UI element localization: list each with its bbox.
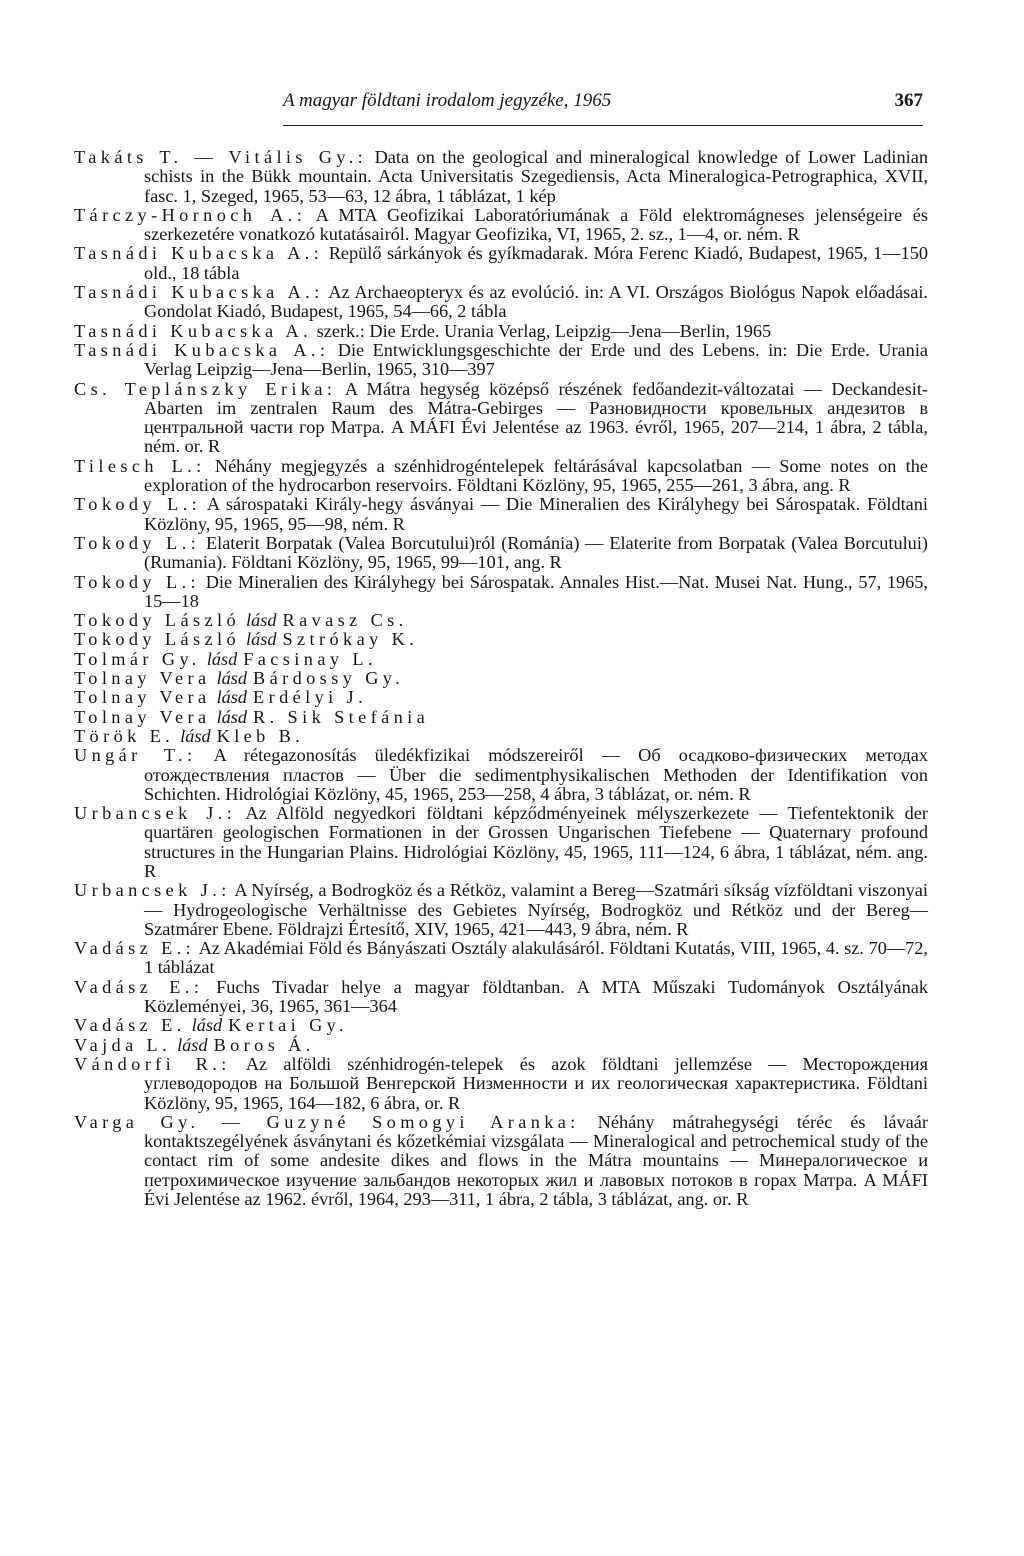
bibliography-entry [74,650,928,669]
bibliography-entry [74,630,928,649]
entry-text: A sárospataki Király-hegy ásványai — Die Mineralien des Királyhegy bei Sárospatak. Földtani Közlöny, 95, 1965, 95—98, ném. R [144,494,928,534]
page-number: 367 [894,90,923,111]
entry-see-also: lásd [246,610,277,631]
entry-reference: Kleb B. [216,725,305,746]
entry-see-also: lásd [246,629,277,650]
bibliography-entry [74,206,928,245]
entry-author: Tolnay Vera [74,706,211,727]
entry-see-also: lásd [206,648,238,669]
bibliography-entry [74,978,928,1017]
entry-see-also: lásd [191,1015,223,1036]
bibliography-entry [74,322,928,341]
entry-text: A Nyírség, a Bodrogköz és a Rétköz, valamint a Bereg—Szatmári síkság vízföldtani viszonyai — Hydrogeologische Verhältnisse des Gebietes Nyírség, Bodrogköz und Rétköz und der Bereg—Szatmárer Ebene. Földrajzi Értesítő, XIV, 1965, 421—443, 9 ábra, ném. R [144,880,928,939]
header-rule [283,125,923,126]
entry-author: Tolmár Gy. [74,648,201,669]
entry-author: Urbancsek J.: [74,803,237,824]
bibliography-entry [74,1036,928,1055]
entry-text: Elaterit Borpatak (Valea Borcutului)ról (Románia) — Elaterite from Borpatak (Valea Borcutului) (Rumania). Földtani Közlöny, 95, 1965, 99—101, ang. R [144,532,928,573]
bibliography-entry [74,688,928,707]
entry-text: szerk.: Die Erde. Urania Verlag, Leipzig—Jena—Berlin, 1965 [312,320,772,341]
bibliography-entry [74,939,928,978]
bibliography-entry [74,727,928,746]
bibliography-entry [74,244,928,283]
bibliography-entry [74,380,928,457]
entry-author: Tasnádi Kubacska A.: [74,243,324,264]
entry-text: A Mátra hegység középső részének fedőandezit-változatai — Deckandesit-Abarten im zentralen Raum des Mátra-Gebirges — Разновидности кровельных андезитов в центральной части гор Матра. A MÁFI Évi Jelentése az 1963. évről, 1965, 207—214, 1 ábra, 2 tábla, ném. or. R [144,378,928,457]
entry-author: Tilesch L.: [74,455,206,476]
bibliography-entry [74,881,928,939]
entry-text: Néhány megjegyzés a szénhidrogéntelepek feltárásával kapcsolatban — Some notes on the exploration of the hydrocarbon reservoirs. Földtani Közlöny, 95, 1965, 255—261, 3 ábra, ang. R [144,455,928,496]
bibliography-list [74,148,928,1209]
entry-author: Cs. Teplánszky Erika: [74,378,337,399]
entry-text: Néhány mátrahegységi téréс és lávaár kontaktszegélyének ásványtani és kőzetkémiai vizsgálata — Mineralogical and petrochemical study of the contact rim of some andesite dikes and flows in the Mátra mountains — Минералогическое и петрохимическое изучение зальбандов некоторых жил и лавовых потоков в горах Матра. A MÁFI Évi Jelentése az 1962. évről, 1964, 293—311, 1 ábra, 2 tábla, 3 táblázat, ang. or. R [144,1111,928,1210]
bibliography-entry [74,669,928,688]
entry-author: Tokody L.: [74,494,202,515]
entry-author: Vajda L. [74,1034,172,1055]
entry-text: Az Akadémiai Föld és Bányászati Osztály alakulásáról. Földtani Kutatás, VIII, 1965, 4. sz. 70—72, 1 táblázat [144,938,928,978]
entry-reference: Boros Á. [213,1034,315,1055]
entry-text: Die Mineralien des Királyhegy bei Sárospatak. Annales Hist.—Nat. Musei Nat. Hung., 57, 1965, 15—18 [144,571,928,611]
bibliography-entry [74,1113,928,1209]
entry-reference: Facsinay L. [243,648,377,669]
entry-text: Die Entwicklungsgeschichte der Erde und des Lebens. in: Die Erde. Urania Verlag Leipzig—Jena—Berlin, 1965, 310—397 [144,339,929,380]
entry-author: Tasnádi Kubacska A.: [74,282,324,303]
entry-see-also: lásd [177,1034,208,1055]
entry-text: Fuchs Tivadar helye a magyar földtanban. A MTA Műszaki Tudományok Osztályának Közleményei, 36, 1965, 361—364 [144,976,928,1017]
entry-reference: Ravasz Cs. [282,610,408,631]
entry-author: Tárczy-Hornoch A.: [74,204,307,225]
entry-see-also: lásd [216,706,248,727]
entry-author: Tasnádi Kubacska A.: [74,339,330,360]
entry-reference: Erdélyi J. [253,687,368,708]
entry-reference: Kertai Gy. [228,1015,348,1036]
entry-author: Tokody L.: [74,571,201,592]
bibliography-entry [74,573,928,612]
entry-author: Vadász E. [74,1015,186,1036]
entry-author: Tokody L.: [74,532,201,553]
entry-author: Urbancsek J.: [74,880,231,901]
entry-text: Data on the geological and mineralogical knowledge of Lower Ladinian schists in the Bükk mountain. Acta Universitatis Szegediensis, Acta Mineralogica-Petrographica, XVII, fasc. 1, Szeged, 1965, 53—63, 12 ábra, 1 táblázat, 1 kép [144,147,928,206]
entry-author: Varga Gy. — Guzyné Somogyi Aranka: [74,1111,580,1132]
bibliography-entry [74,457,928,496]
entry-text: A MTA Geofizikai Laboratóriumának a Föld elektromágneses jelenségeire és szerkezetére vonatkozó kutatásairól. Magyar Geofizika, VI, 1965, 2. sz., 1—4, or. ném. R [144,204,928,245]
entry-text: Repülő sárkányok és gyíkmadarak. Móra Ferenc Kiadó, Budapest, 1965, 1—150 old., 18 tábla [144,243,929,283]
bibliography-entry [74,283,928,322]
entry-text: Az alföldi szénhidrogén-telepek és azok földtani jellemzése — Месторождения углеводородов на Большой Венгерской Низменности и их геологическая характеристика. Földtani Közlöny, 95, 1965, 164—182, 6 ábra, or. R [144,1053,928,1113]
entry-reference: Sztrókay K. [282,629,419,650]
entry-author: Tolnay Vera [74,668,211,689]
entry-author: Vadász E.: [74,938,196,959]
running-header [283,90,923,120]
entry-author: Tasnádi Kubacska A. [74,320,313,341]
entry-reference: Bárdossy Gy. [253,668,405,689]
entry-author: Tokody László [74,610,240,631]
entry-see-also: lásd [180,725,211,746]
bibliography-entry [74,1055,928,1113]
entry-author: Tokody László [74,629,240,650]
entry-text: A rétegazonosítás üledékfizikai módszereiről — Об осадково-физических методах отождествления пластов — Über die sedimentphysikalischen Methoden der Identifikation von Schichten. Hidrológiai Közlöny, 45, 1965, 253—258, 4 ábra, 3 táblázat, or. ném. R [144,745,928,804]
entry-author: Török E. [74,725,175,746]
entry-author: Tolnay Vera [74,687,211,708]
entry-see-also: lásd [216,687,248,708]
entry-text: Az Alföld negyedkori földtani képződményeinek mélyszerkezete — Tiefentektonik der quartären geologischen Formationen in der Grossen Ungarischen Tiefebene — Quaternary profound structures in the Hungarian Plains. Hidrológiai Közlöny, 45, 1965, 111—124, 6 ábra, 1 táblázat, ném. ang. R [144,803,928,881]
entry-author: Takáts T. — Vitális Gy.: [74,147,368,167]
bibliography-entry [74,611,928,630]
entry-text: Az Archaeopteryx és az evolúció. in: A VI. Országos Biológus Napok előadásai. Gondolat Kiadó, Budapest, 1965, 54—66, 2 tábla [144,282,929,322]
entry-author: Vadász E.: [74,976,204,997]
bibliography-entry [74,804,928,881]
bibliography-entry [74,341,928,380]
bibliography-entry [74,708,928,727]
entry-author: Ungár T.: [74,745,197,766]
bibliography-entry [74,1016,928,1035]
entry-reference: R. Sik Stefánia [253,706,430,727]
bibliography-entry [74,534,928,573]
entry-author: Vándorfi R.: [74,1053,231,1074]
running-title: A magyar földtani irodalom jegyzéke, 1965 [283,90,612,111]
bibliography-entry [74,746,928,804]
entry-see-also: lásd [216,668,248,689]
bibliography-entry [74,148,928,206]
bibliography-entry [74,495,928,534]
